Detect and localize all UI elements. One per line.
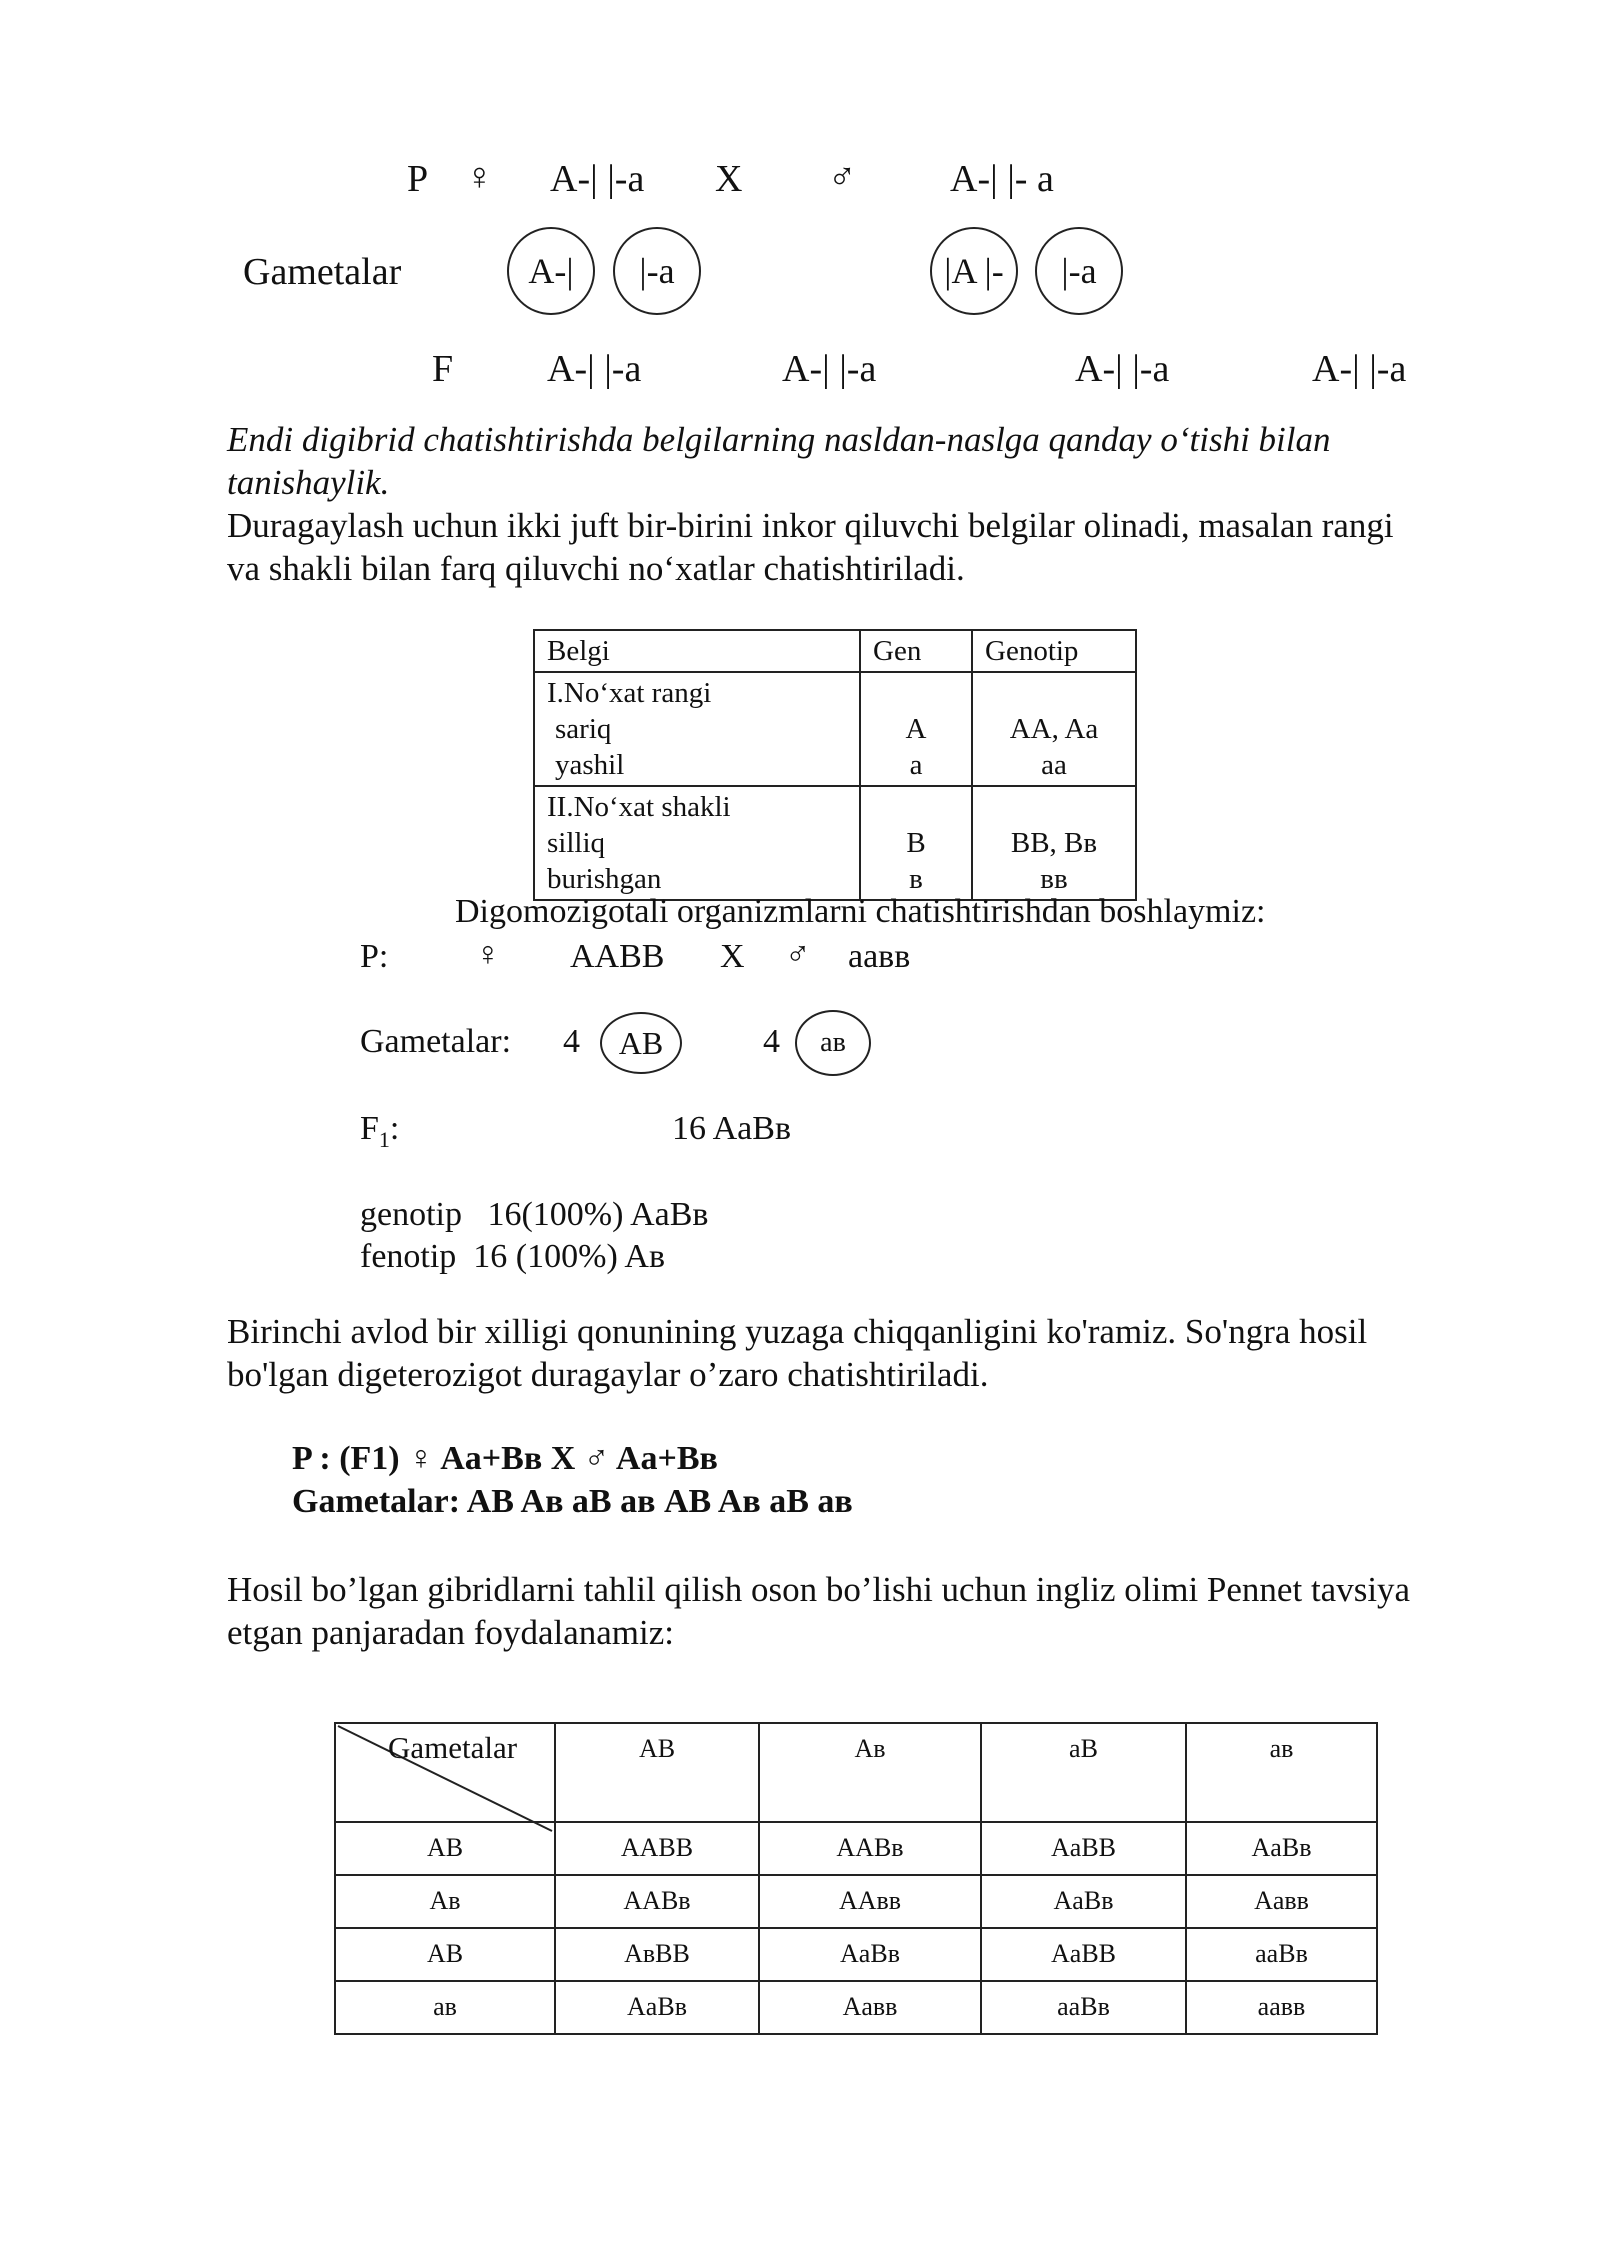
corner-cell — [335, 1723, 555, 1822]
header-gen: Gen — [860, 630, 972, 672]
column-header: AB — [555, 1723, 759, 1822]
punnett-cell: AaBв — [759, 1928, 981, 1981]
cross3-p-line: P : (F1) ♀ Aa+Bв X ♂ Aa+Bв — [292, 1440, 718, 1477]
cross1-female-genotype: A-| |-a — [550, 158, 645, 200]
cross1-male-genotype: A-| |- a — [950, 158, 1054, 200]
intro-italic-line: Endi digibrid chatishtirishda belgilarning nasldan-naslga qanday o‘tishi bilan tanishaylik. — [227, 420, 1331, 502]
cross2-x: X — [720, 938, 745, 975]
cross3-gametes-line: Gametalar: AB Aв aB aв AB Aв aB aв — [292, 1483, 853, 1520]
genotype-cell — [972, 786, 1136, 900]
trait-name: yashil — [555, 749, 625, 781]
cross2-female-genotype: AABB — [570, 938, 665, 975]
header-belgi: Belgi — [534, 630, 860, 672]
male-symbol: ♂ — [785, 936, 811, 973]
cross1-gametes-label: Gametalar — [243, 251, 402, 293]
punnett-cell: AвBB — [555, 1928, 759, 1981]
group-title: I.No‘xat rangi — [547, 677, 712, 709]
cross2-male-genotype: aaвв — [848, 938, 911, 975]
gen-value: A — [905, 713, 927, 745]
female-symbol: ♀ — [465, 156, 494, 198]
punnett-square — [334, 1722, 1378, 2035]
offspring-genotype: A-| |-a — [547, 348, 642, 390]
cross1-x: X — [715, 158, 743, 200]
f1-value: 16 AaBв — [672, 1110, 791, 1147]
gen-value: a — [909, 749, 923, 781]
gamete-circle: AB — [600, 1012, 682, 1074]
genotype-value: aa — [1041, 749, 1067, 781]
header-genotip: Genotip — [972, 630, 1136, 672]
pennet-text: Hosil bo’lgan gibridlarni tahlil qilish oson bo’lishi uchun ingliz olimi Pennet tavsiya etgan panjaradan foydalanamiz: — [227, 1570, 1411, 1652]
genotype-cell — [972, 672, 1136, 786]
f1-label: $F_1$: — [360, 1110, 400, 1152]
punnett-cell: AaBB — [981, 1928, 1186, 1981]
row-header: AB — [335, 1928, 555, 1981]
gamete-circle: aв — [795, 1010, 871, 1076]
punnett-cell: AaBв — [555, 1981, 759, 2034]
punnett-header-row — [335, 1723, 1377, 1822]
row-header: aв — [335, 1981, 555, 2034]
female-symbol: ♀ — [475, 936, 501, 973]
table-row — [335, 1981, 1377, 2034]
gamete-circle: |A |- — [930, 227, 1018, 315]
punnett-cell: aaвв — [1186, 1981, 1377, 2034]
gamete-circle: A-| — [507, 227, 595, 315]
trait-name: burishgan — [547, 863, 662, 895]
table-header-row — [534, 630, 1136, 672]
column-header: Aв — [759, 1723, 981, 1822]
punnett-cell: AABв — [555, 1875, 759, 1928]
cross2-p-label: P: — [360, 938, 389, 975]
gen-cell — [860, 672, 972, 786]
gen-value: в — [909, 863, 923, 895]
column-header: aв — [1186, 1723, 1377, 1822]
genotype-value: BB, Bв — [1010, 827, 1098, 859]
punnett-cell: AaBв — [981, 1875, 1186, 1928]
gamete-circle: |-a — [613, 227, 701, 315]
punnett-cell: AAвв — [759, 1875, 981, 1928]
offspring-genotype: A-| |-a — [1312, 348, 1407, 390]
table-row — [335, 1875, 1377, 1928]
trait-cell — [534, 786, 860, 900]
punnett-cell: AABв — [759, 1822, 981, 1875]
offspring-genotype: A-| |-a — [1075, 348, 1170, 390]
punnett-cell: AABB — [555, 1822, 759, 1875]
genotype-value: вв — [1040, 863, 1068, 895]
gen-value: B — [906, 827, 926, 859]
punnett-cell: aaBв — [1186, 1928, 1377, 1981]
trait-name: sariq — [555, 713, 612, 745]
offspring-genotype: A-| |-a — [782, 348, 877, 390]
trait-table — [533, 629, 1137, 901]
punnett-cell: aaBв — [981, 1981, 1186, 2034]
table-row — [335, 1928, 1377, 1981]
cross1-f-label: F — [432, 348, 454, 390]
cross2-gametes-label: Gametalar: — [360, 1023, 512, 1060]
law-text: Birinchi avlod bir xilligi qonunining yuzaga chiqqanligini ko'ramiz. So'ngra hosil bo'lgan digeterozigot duragaylar o’zaro chatishtiriladi. — [227, 1312, 1368, 1394]
intro-section — [227, 418, 1427, 590]
punnett-cell: AaBв — [1186, 1822, 1377, 1875]
trait-cell — [534, 672, 860, 786]
trait-name: silliq — [547, 827, 606, 859]
gamete-count: 4 — [763, 1023, 780, 1060]
punnett-cell: Aaвв — [759, 1981, 981, 2034]
intro-text: Duragaylash uchun ikki juft bir-birini inkor qiluvchi belgilar olinadi, masalan rangi va shakli bilan farq qiluvchi no‘xatlar chatishtiriladi. — [227, 506, 1394, 588]
row-header: Aв — [335, 1875, 555, 1928]
genotype-value: AA, Aa — [1009, 713, 1099, 745]
gamete-circle: |-a — [1035, 227, 1123, 315]
corner-label: Gametalar — [388, 1730, 518, 1765]
male-symbol: ♂ — [828, 156, 857, 198]
column-header: aB — [981, 1723, 1186, 1822]
row-header: AB — [335, 1822, 555, 1875]
table-row — [534, 672, 1136, 786]
cross1-p-label: P — [407, 158, 429, 200]
gen-cell — [860, 786, 972, 900]
table-row — [534, 786, 1136, 900]
punnett-cell: Aaвв — [1186, 1875, 1377, 1928]
punnett-cell: AaBB — [981, 1822, 1186, 1875]
phenotype-summary: fenotip 16 (100%) Aв — [360, 1238, 666, 1275]
group-title: II.No‘xat shakli — [547, 791, 731, 823]
gamete-count: 4 — [563, 1023, 580, 1060]
cross2-caption: Digomozigotali organizmlarni chatishtirishdan boshlaymiz: — [455, 893, 1266, 930]
genotype-summary: genotip 16(100%) AaBв — [360, 1196, 709, 1233]
